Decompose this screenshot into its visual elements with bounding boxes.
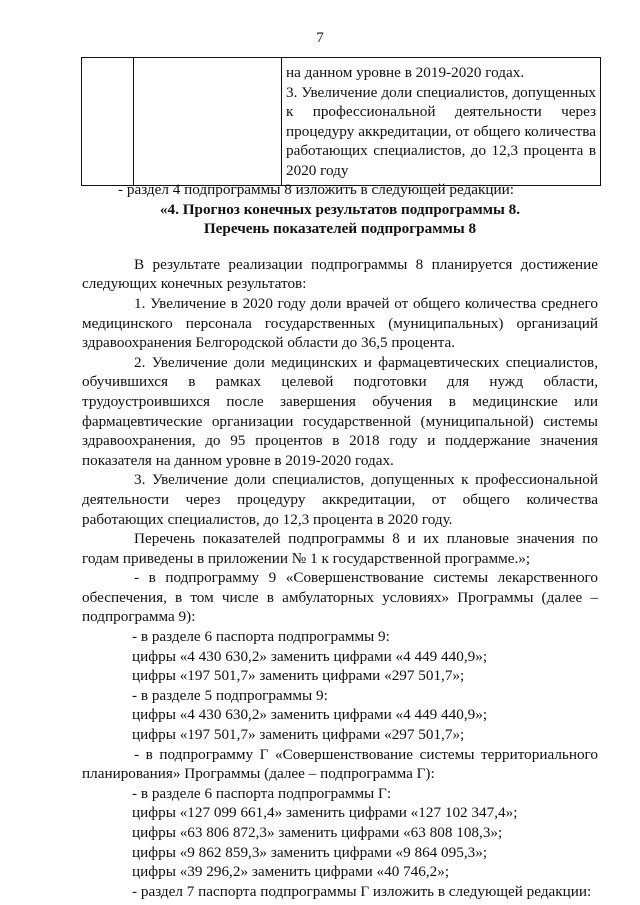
- continuation-table: [81, 57, 601, 186]
- paragraph: 3. Увеличение доли специалистов, допущенных к профессиональной деятельности через процедуру аккредитации, от общего количества работающих специалистов, до 12,3 процента в 2020 году.: [82, 471, 598, 528]
- table-cell-line: 3. Увеличение доли специалистов, допущенных к профессиональной деятельности через процедуру аккредитации, от общего количества работающих специалистов, до 12,3 процента в 2020 году: [286, 83, 596, 179]
- table-cell-results: [282, 58, 601, 186]
- list-item: цифры «197 501,7» заменить цифрами «297 501,7»;: [132, 667, 465, 685]
- paragraph: Перечень показателей подпрограммы 8 и их плановые значения по годам приведены в приложении № 1 к государственной программе.»;: [82, 530, 598, 567]
- page-number: 7: [316, 29, 324, 46]
- section-intro: - раздел 4 подпрограммы 8 изложить в следующей редакции:: [118, 181, 514, 198]
- list-item: цифры «39 296,2» заменить цифрами «40 746,2»;: [132, 863, 450, 881]
- paragraph: 2. Увеличение доли медицинских и фармацевтических специалистов, обучившихся в рамках целевой подготовки для нужд области, трудоустроившихся после завершения обучения в медицинские или фармацевтические организации государственной (муниципальной) системы здравоохранения, до 95 процентов в 2018 году и поддержание значения показателя на данном уровне в 2019-2020 годах.: [82, 353, 598, 469]
- list-item: - раздел 7 паспорта подпрограммы Г изложить в следующей редакции:: [132, 882, 592, 900]
- table-cell-line: на данном уровне в 2019-2020 годах.: [286, 64, 525, 81]
- table-row: [82, 58, 601, 186]
- section-heading: «4. Прогноз конечных результатов подпрограммы 8.: [159, 200, 521, 218]
- list-item: цифры «9 862 859,3» заменить цифрами «9 864 095,3»;: [132, 843, 488, 861]
- table-cell-name: [134, 58, 282, 186]
- list-item: цифры «4 430 630,2» заменить цифрами «4 449 440,9»;: [132, 647, 488, 665]
- list-item: цифры «4 430 630,2» заменить цифрами «4 449 440,9»;: [132, 706, 488, 724]
- list-item: - в разделе 5 подпрограммы 9:: [132, 686, 328, 704]
- paragraph: - в подпрограмму Г «Совершенствование системы территориального планирования» Программы (далее – подпрограмма Г):: [82, 745, 598, 783]
- list-item: цифры «197 501,7» заменить цифрами «297 501,7»;: [132, 726, 465, 744]
- list-item: цифры «127 099 661,4» заменить цифрами «127 102 347,4»;: [132, 804, 518, 822]
- paragraph: 1. Увеличение в 2020 году доли врачей от общего количества среднего медицинского персонала государственных (муниципальных) организаций здравоохранения Белгородской области до 36,5 процента.: [82, 294, 598, 352]
- list-item: - в разделе 6 паспорта подпрограммы 9:: [132, 628, 390, 646]
- list-item: - в разделе 6 паспорта подпрограммы Г:: [132, 784, 392, 802]
- table-cell-number: [82, 58, 134, 186]
- table-cell-text: [282, 58, 600, 185]
- paragraph: - в подпрограмму 9 «Совершенствование системы лекарственного обеспечения, в том числе в амбулаторных условиях» Программы (далее – подпрограмма 9):: [82, 569, 598, 626]
- section-subheading: Перечень показателей подпрограммы 8: [203, 220, 477, 238]
- paragraph: В результате реализации подпрограммы 8 планируется достижение следующих конечных результатов:: [82, 255, 598, 293]
- document-body: [82, 180, 598, 901]
- spacer: [82, 239, 598, 255]
- list-item: цифры «63 806 872,3» заменить цифрами «63 808 108,3»;: [132, 824, 503, 841]
